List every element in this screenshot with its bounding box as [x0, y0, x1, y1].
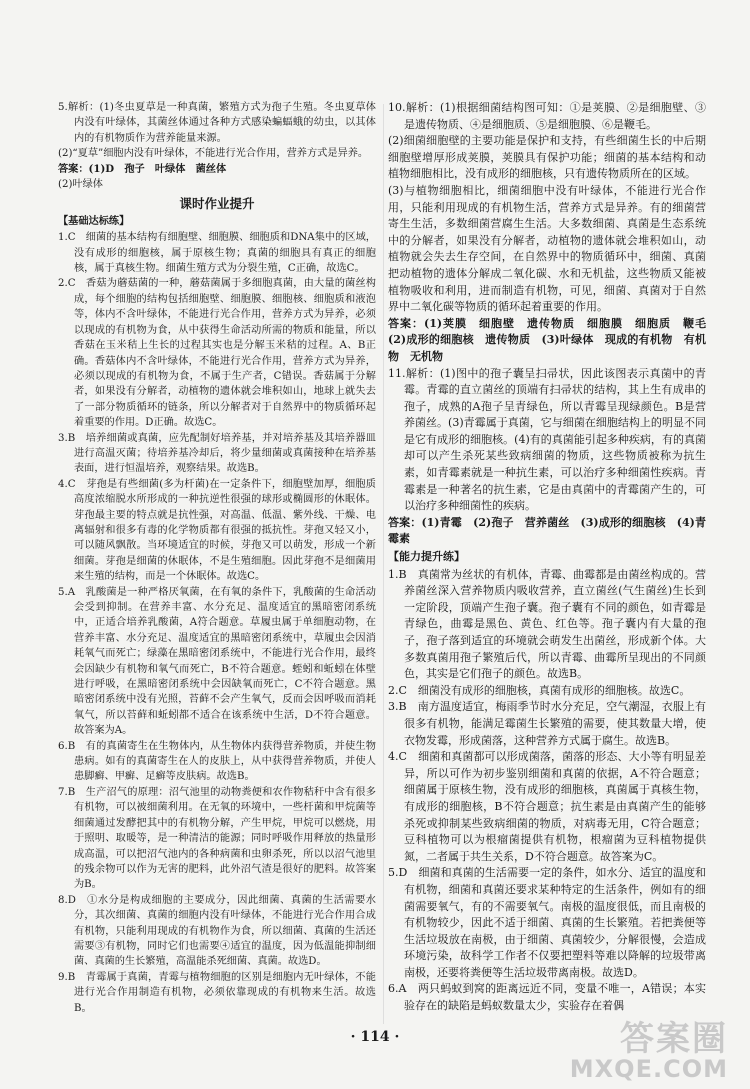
left-column [58, 100, 376, 1016]
answer-item: 7.B 生产沼气的原理：沼气池里的动物粪便和农作物秸秆中含有很多有机物，可以被细菌利用。在无氧的环境中，一些杆菌和甲烷菌等细菌通过发酵把其中的有机物分解，产生甲烷，甲烷可以燃烧，用于照明、取暖等，是一种清洁的能源；同时呼吸作用释放的热量形成高温，可以把沼气池内的各种病菌和虫卵杀死，所以以沼气池里的残余物可以作为无害的肥料，此外沼气渣是很好的肥料。故答案为B。 [58, 786, 376, 891]
section-title: 课时作业提升 [179, 196, 255, 212]
column-divider [383, 104, 384, 1024]
q5-answer: 答案：(1)D 孢子 叶绿体 菌丝体 [58, 162, 227, 175]
watermark-logo [569, 1011, 728, 1083]
ability-practice-heading: 【能力提升练】 [388, 550, 465, 564]
q5-analysis-2: (2)“夏草”细胞内没有叶绿体，不能进行光合作用，营养方式是异养。 [58, 148, 369, 160]
answer-item: 9.B 青霉属于真菌，青霉与植物细胞的区别是细胞内无叶绿体，不能进行光合作用制造有机物，必须依靠现成的有机物来生活。故选B。 [58, 971, 376, 1014]
answer-item: 1.B 真菌常为丝状的有机体，青霉、曲霉都是由菌丝构成的。营养菌丝深入营养物质内吸收营养，直立菌丝(气生菌丝)生长到一定阶段，顶端产生孢子囊。孢子囊有不同的颜色，如青霉是青绿色，曲霉是黑色、黄色、红色等。孢子囊内有大量的孢子，孢子落到适宜的环境就会萌发生出菌丝，形成新个体。大多数真菌用孢子繁殖后代，所以青霉、曲霉所呈现出的不同颜色，其实是它们孢子的颜色。故选B。 [388, 567, 706, 681]
watermark-text-bottom: MXQE.COM [569, 1055, 728, 1083]
basic-practice-heading: 【基础达标练】 [58, 214, 130, 227]
q5-analysis: 5.解析：(1)冬虫夏草是一种真菌，繁殖方式为孢子生殖。冬虫夏草体内没有叶绿体，其菌丝体通过各种方式感染蝙蝠蛾的幼虫，以其体内的有机物质作为营养能量来源。 [58, 102, 376, 144]
q10-answer: 答案：(1)荚膜 细胞壁 遗传物质 细胞膜 细胞质 鞭毛 (2)成形的细胞核 遗传物质 (3)叶绿体 现成的有机物 有机物 无机物 [388, 316, 717, 363]
answer-item: 5.D 细菌和真菌的生活需要一定的条件，如水分、适宜的温度和有机物，细菌和真菌还要求某种特定的生活条件，例如有的细菌需要氧气，有的不需要氧气。南极的温度很低，而且南极的有机物较少，因此不适于细菌、真菌的生长繁殖。若把粪便等生活垃圾放在南极，由于细菌、真菌较少，分解很慢，会造成环境污染，故科学工作者不仅要把塑料等难以降解的垃圾带离南极，还要将粪便等生活垃圾带离南极。故选D。 [388, 866, 706, 979]
answer-item: 6.B 有的真菌寄生在生物体内，从生物体内获得营养物质，并使生物患病。如有的真菌寄生在人的皮肤上，从中获得营养物质，并使人患脚癣、甲癣、足癣等皮肤病。故选B。 [58, 740, 376, 783]
q10-analysis-3: (3)与植物细胞相比，细菌细胞中没有叶绿体，不能进行光合作用，只能利用现成的有机物生活，营养方式是异养。有的细菌营寄生生活，多数细菌营腐生生活。大多数细菌、真菌是生态系统中的分解者，如果没有分解者，动植物的遗体就会堆积如山，动植物就会失去生存空间，在自然界中的物质循环中，细菌、真菌把动植物的遗体分解成二氧化碳、水和无机盐，这些物质又能被植物吸收和利用，进而制造有机物，可见，细菌、真菌对于自然界中二氧化碳等物质的循环起着重要的作用。 [388, 183, 706, 314]
answer-item: 5.A 乳酸菌是一种严格厌氧菌，在有氧的条件下，乳酸菌的生命活动会受到抑制。在营养丰富、水分充足、温度适宜的黑暗密闭系统中，正适合培养乳酸菌，A符合题意。草履虫属于单细胞动物，在营养丰富、水分充足、温度适宜的黑暗密闭系统中，草履虫会因消耗氧气而死亡；绿藻在黑暗密闭系统中，不能进行光合作用，最终会因缺少有机物和氧气而死亡，B不符合题意。蛭蚓和蚯蚓在体壁进行呼吸，在黑暗密闭系统中会因缺氧而死亡，C不符合题意。黑暗密闭系统中没有光照，苔藓不会产生氧气，反而会因呼吸而消耗氧气，所以苔藓和蚯蚓都不适合在该系统中生活，D不符合题意。故答案为A。 [58, 586, 376, 737]
q10-analysis-1: 10.解析：(1)根据细菌结构图可知：①是荚膜、②是细胞壁、③是遗传物质、④是细胞质、⑤是细胞膜、⑥是鞭毛。 [388, 101, 706, 131]
answer-item: 3.B 南方温度适宜，梅雨季节时水分充足，空气潮湿，衣服上有很多有机物，能满足霉菌生长繁殖的需要，使其数量大增，使衣物发霉，形成菌落，这种营养方式属于腐生。故选B。 [388, 700, 706, 747]
answer-item: 6.A 两只蚂蚁到窝的距离远近不同，变量不唯一，A错误；本实验存在的缺陷是蚂蚁数量太少，实验存在着偶 [388, 982, 706, 1013]
right-column [388, 100, 717, 1015]
q11-analysis: 11.解析：(1)图中的孢子囊呈扫帚状，因此该图表示真菌中的青霉。青霉的直立菌丝的顶端有扫帚状的结构，其上生有成串的孢子，成熟的A孢子呈青绿色，所以青霉呈现绿颜色。B是营养菌丝。(3)青霉属于真菌，它与细菌在细胞结构上的明显不同是它有成形的细胞核。(4)有的真菌能引起多种疾病，有的真菌却可以产生杀死某些致病细菌的物质，这些物质被称为抗生素，如青霉素就是一种抗生素，可以治疗多种细菌性疾病。青霉素是一种著名的抗生素，它是由真菌中的青霉菌产生的，可以治疗多种细菌性的疾病。 [388, 366, 706, 513]
q5-answer-2: (2)叶绿体 [58, 179, 103, 191]
answer-item: 4.C 细菌和真菌都可以形成菌落，菌落的形态、大小等有明显差异，所以可作为初步鉴别细菌和真菌的依据，A不符合题意；细菌属于原核生物，没有成形的细胞核，真菌属于真核生物，有成形的细胞核，B不符合题意；抗生素是由真菌产生的能够杀死或抑制某些致病细菌的物质，对病毒无用，C符合题意；豆科植物可以为根瘤菌提供有机物，根瘤菌为豆科植物提供氮，二者属于共生关系，D不符合题意。故答案为C。 [388, 750, 706, 863]
page-number: · 114 · [350, 1029, 400, 1045]
answer-item: 3.B 培养细菌或真菌，应先配制好培养基，并对培养基及其培养器皿进行高温灭菌；待培养基冷却后，将少量细菌或真菌接种在培养基表面，进行恒温培养，观察结果。故选B。 [58, 432, 376, 475]
answer-item: 1.C 细菌的基本结构有细胞壁、细胞膜、细胞质和DNA集中的区域，没有成形的细胞核，属于原核生物；真菌的细胞具有真正的细胞核，属于真核生物。细菌生殖方式为分裂生殖，C正确，故选C。 [58, 232, 376, 275]
watermark-text-top: 答案圈 [620, 1019, 728, 1059]
answer-item: 4.C 芽孢是有些细菌(多为杆菌)在一定条件下，细胞壁加厚，细胞质高度浓缩脱水所形成的一种抗逆性很强的球形或椭圆形的休眠体。芽孢最主要的特点就是抗性强，对高温、低温、紫外线、干燥、电离辐射和很多有毒的化学物质都有很强的抵抗性。芽孢又轻又小，可以随风飘散。当环境适宜的时候，芽孢又可以萌发，形成一个新细菌。芽孢是细菌的休眠体，不是生殖细胞。因此芽孢不是细菌用来生殖的结构，而是一个休眠体。故选C。 [58, 478, 376, 583]
answer-item: 2.C 香菇为蘑菇菌的一种，蘑菇菌属于多细胞真菌，由大量的菌丝构成，每个细胞的结构包括细胞壁、细胞膜、细胞核、细胞质和液泡等，体内不含叶绿体，不能进行光合作用，营养方式为异养，必须以现成的有机物为食，从中获得生命活动所需的物质和能量，所以香菇在玉米秸上生长的过程其实也是分解玉米秸的过程。A、B正确。香菇体内不含叶绿体，不能进行光合作用，营养方式为异养，必须以现成的有机物为食，不属于生产者，C错误。香菇属于分解者，如果没有分解者，动植物的遗体就会堆积如山，地球上就失去了一部分物质循环的链条，所以分解者对于自然界中的物质循环起着重要的作用。D正确。故选C。 [58, 278, 376, 429]
answer-item: 2.C 细菌没有成形的细胞核，真菌有成形的细胞核。故选C。 [388, 683, 691, 697]
q11-answer: 答案：(1)青霉 (2)孢子 营养菌丝 (3)成形的细胞核 (4)青霉素 [388, 515, 706, 546]
answer-item: 8.D ①水分是构成细胞的主要成分，因此细菌、真菌的生活需要水分，其次细菌、真菌的细胞内没有叶绿体，不能进行光合作用合成有机物，只能利用现成的有机物作为食，所以细菌、真菌的生活还需要③有机物，同时它们也需要④适宜的温度，因为低温能抑制细菌、真菌的生长繁殖，高温能杀死细菌、真菌。故选D。 [58, 894, 376, 968]
q10-analysis-2: (2)细菌细胞壁的主要功能是保护和支持，有些细菌生长的中后期细胞壁增厚形成荚膜，荚膜具有保护功能；细菌的基本结构和动植物细胞相比，没有成形的细胞核，只有遗传物质所在的区域。 [388, 134, 706, 181]
